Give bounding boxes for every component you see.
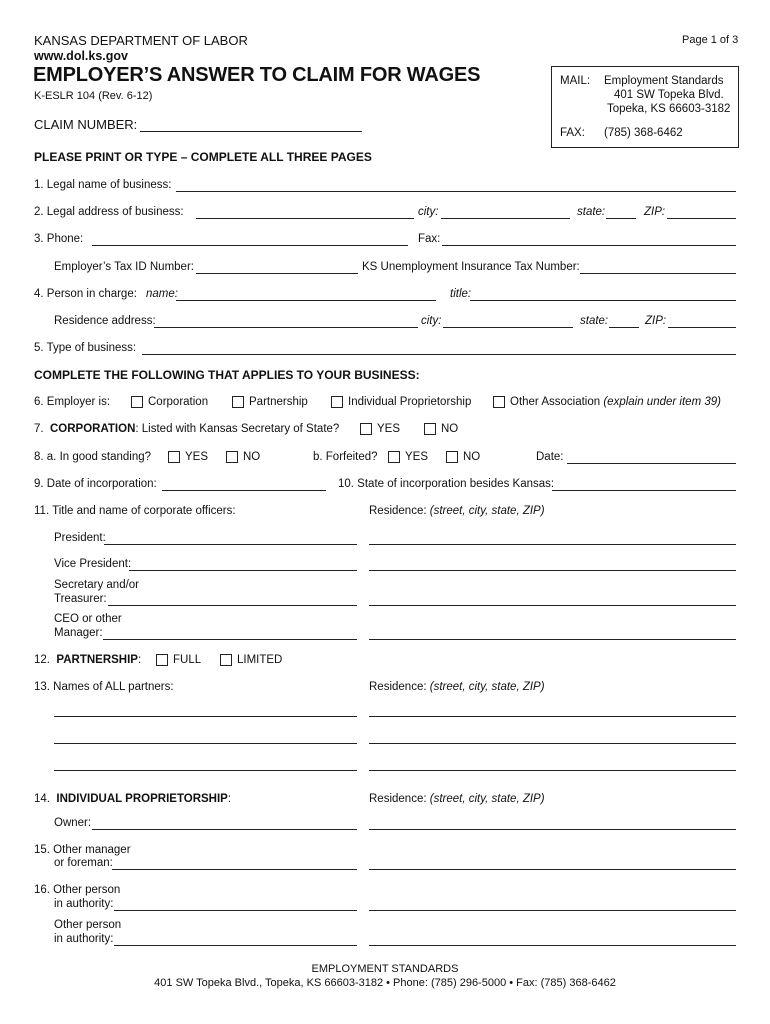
individual-checkbox[interactable] [331,396,343,408]
q16-label-4: in authority: [54,933,114,945]
corporation-label: Corporation [148,396,209,408]
other-association-label [510,396,721,408]
secretary-field[interactable] [108,605,357,606]
section-heading: COMPLETE THE FOLLOWING THAT APPLIES TO YOUR BUSINESS: [34,368,420,382]
q7-label [34,423,339,435]
other-manager-residence-field[interactable] [369,869,736,870]
q8b-label: b. Forfeited? [313,451,378,463]
q13-residence-label [369,681,545,693]
q6-label: 6. Employer is: [34,396,111,408]
q5-label: 5. Type of business: [34,342,137,354]
q2-label: 2. Legal address of business: [34,206,184,218]
owner-label: Owner: [54,817,92,829]
mail-line1: Employment Standards [604,75,724,87]
secretary-residence-field[interactable] [369,605,736,606]
good-standing-no-checkbox[interactable] [226,451,238,463]
mail-label: MAIL: [560,75,591,87]
full-label: FULL [173,654,202,666]
legal-address-field[interactable] [196,218,414,219]
forfeited-no-checkbox[interactable] [446,451,458,463]
q12-label [34,654,141,666]
footer-contact: 401 SW Topeka Blvd., Topeka, KS 66603-3182 • Phone: (785) 296-5000 • Fax: (785) 368-6462 [154,977,616,989]
q3-label: 3. Phone: [34,233,84,245]
claim-number-label: CLAIM NUMBER: [34,117,138,132]
secretary-label-1: Secretary and/or [54,579,140,591]
q10-label: 10. State of incorporation besides Kansas: [338,478,555,490]
ceo-label-2: Manager: [54,627,103,639]
limited-partnership-checkbox[interactable] [220,654,232,666]
secretary-label-2: Treasurer: [54,593,107,605]
incorporation-date-field[interactable] [162,490,326,491]
q14-num: 14. [34,793,50,805]
state-field[interactable] [606,218,636,219]
q12-colon: : [137,654,142,666]
q16-label-3: Other person [54,919,122,931]
q12-partnership-bold: PARTNERSHIP [56,654,138,666]
res-state-field[interactable] [609,327,639,328]
q13-residence-note: (street, city, state, ZIP) [429,681,545,693]
q14-residence-note: (street, city, state, ZIP) [429,793,545,805]
fax-number: (785) 368-6462 [604,127,683,139]
q7-no-label: NO [441,423,459,435]
mail-line3: Topeka, KS 66603-3182 [607,103,731,115]
vp-residence-field[interactable] [369,570,736,571]
partner-2-field[interactable] [54,743,357,744]
person-title-field[interactable] [470,300,736,301]
q11-residence-note: (street, city, state, ZIP) [429,505,545,517]
ks-tax-field[interactable] [580,273,736,274]
q13-residence-text: Residence: [369,681,427,693]
q7-no-checkbox[interactable] [424,423,436,435]
good-standing-yes-checkbox[interactable] [168,451,180,463]
full-partnership-checkbox[interactable] [156,654,168,666]
footer-title: EMPLOYMENT STANDARDS [311,963,459,975]
partner-2-residence-field[interactable] [369,743,736,744]
ceo-field[interactable] [103,639,357,640]
date-label: Date: [536,451,564,463]
partner-1-residence-field[interactable] [369,716,736,717]
res-zip-field[interactable] [668,327,736,328]
state-label: state: [577,206,606,218]
person-name-field[interactable] [176,300,436,301]
incorporation-state-field[interactable] [552,490,736,491]
other-association-note: (explain under item 39) [603,396,721,408]
q14-colon: : [227,793,232,805]
form-id: K-ESLR 104 (Rev. 6-12) [34,90,153,102]
individual-label: Individual Proprietorship [348,396,472,408]
q14-label [34,793,231,805]
president-field[interactable] [104,544,357,545]
vp-label: Vice President: [54,558,132,570]
other-person-2-residence-field[interactable] [369,945,736,946]
q1-label: 1. Legal name of business: [34,179,172,191]
q13-label: 13. Names of ALL partners: [34,681,174,693]
q7-yes-checkbox[interactable] [360,423,372,435]
city-field[interactable] [441,218,570,219]
mail-address-box [551,66,739,148]
legal-name-field[interactable] [176,191,736,192]
q8a-label: 8. a. In good standing? [34,451,152,463]
q7-num: 7. [34,423,44,435]
agency-name: KANSAS DEPARTMENT OF LABOR [34,33,248,48]
other-association-checkbox[interactable] [493,396,505,408]
zip-label: ZIP: [644,206,666,218]
other-manager-field[interactable] [112,869,357,870]
q7-corporation-bold: CORPORATION [49,423,136,435]
phone-field[interactable] [92,245,408,246]
forfeited-yes-checkbox[interactable] [388,451,400,463]
ks-tax-label: KS Unemployment Insurance Tax Number: [362,261,580,273]
other-association-text: Other Association [510,396,601,408]
forfeited-no-label: NO [463,451,481,463]
partner-1-field[interactable] [54,716,357,717]
vp-field[interactable] [129,570,357,571]
other-person-2-field[interactable] [114,945,357,946]
owner-residence-field[interactable] [369,829,736,830]
q11-label: 11. Title and name of corporate officers: [34,505,236,517]
good-standing-yes-label: YES [185,451,209,463]
q15-label-1: 15. Other manager [34,844,131,856]
page-number: Page 1 of 3 [682,34,739,46]
q14-residence-label [369,793,545,805]
res-zip-label: ZIP: [645,315,667,327]
agency-website[interactable]: www.dol.ks.gov [34,49,128,63]
ceo-label-1: CEO or other [54,613,122,625]
q7-yes-label: YES [377,423,401,435]
res-city-field[interactable] [443,327,573,328]
business-type-field[interactable] [142,354,736,355]
title-label: title: [450,288,472,300]
residence-field[interactable] [154,327,418,328]
mail-line2: 401 SW Topeka Blvd. [614,89,724,101]
q4-label: 4. Person in charge: [34,288,137,300]
partner-3-residence-field[interactable] [369,770,736,771]
forfeited-yes-label: YES [405,451,429,463]
partnership-label: Partnership [249,396,308,408]
partner-3-field[interactable] [54,770,357,771]
q9-label: 9. Date of incorporation: [34,478,157,490]
name-label: name: [146,288,178,300]
other-person-1-field[interactable] [114,910,357,911]
limited-label: LIMITED [237,654,283,666]
q11-residence-label [369,505,545,517]
corporation-checkbox[interactable] [131,396,143,408]
zip-field[interactable] [667,218,736,219]
q11-residence-text: Residence: [369,505,427,517]
q16-label-1: 16. Other person [34,884,121,896]
fax-label: FAX: [560,127,585,139]
partnership-checkbox[interactable] [232,396,244,408]
form-title: EMPLOYER’S ANSWER TO CLAIM FOR WAGES [33,64,481,86]
q15-label-2: or foreman: [54,857,113,869]
q14-residence-text: Residence: [369,793,427,805]
q16-label-2: in authority: [54,898,114,910]
president-label: President: [54,532,106,544]
good-standing-no-label: NO [243,451,261,463]
q14-individual-bold: INDIVIDUAL PROPRIETORSHIP [56,793,228,805]
forfeited-date-field[interactable] [567,463,736,464]
claim-number-field[interactable] [140,131,362,132]
q7-text: : Listed with Kansas Secretary of State? [135,423,340,435]
other-person-1-residence-field[interactable] [369,910,736,911]
president-residence-field[interactable] [369,544,736,545]
tax-id-label: Employer’s Tax ID Number: [54,261,194,273]
q12-num: 12. [34,654,50,666]
owner-field[interactable] [92,829,357,830]
ceo-residence-field[interactable] [369,639,736,640]
fax-field[interactable] [442,245,736,246]
tax-id-field[interactable] [196,273,358,274]
res-state-label: state: [580,315,609,327]
fax-field-label: Fax: [418,233,441,245]
res-city-label: city: [421,315,442,327]
city-label: city: [418,206,439,218]
residence-label: Residence address: [54,315,156,327]
instructions: PLEASE PRINT OR TYPE – COMPLETE ALL THREE PAGES [34,150,372,164]
